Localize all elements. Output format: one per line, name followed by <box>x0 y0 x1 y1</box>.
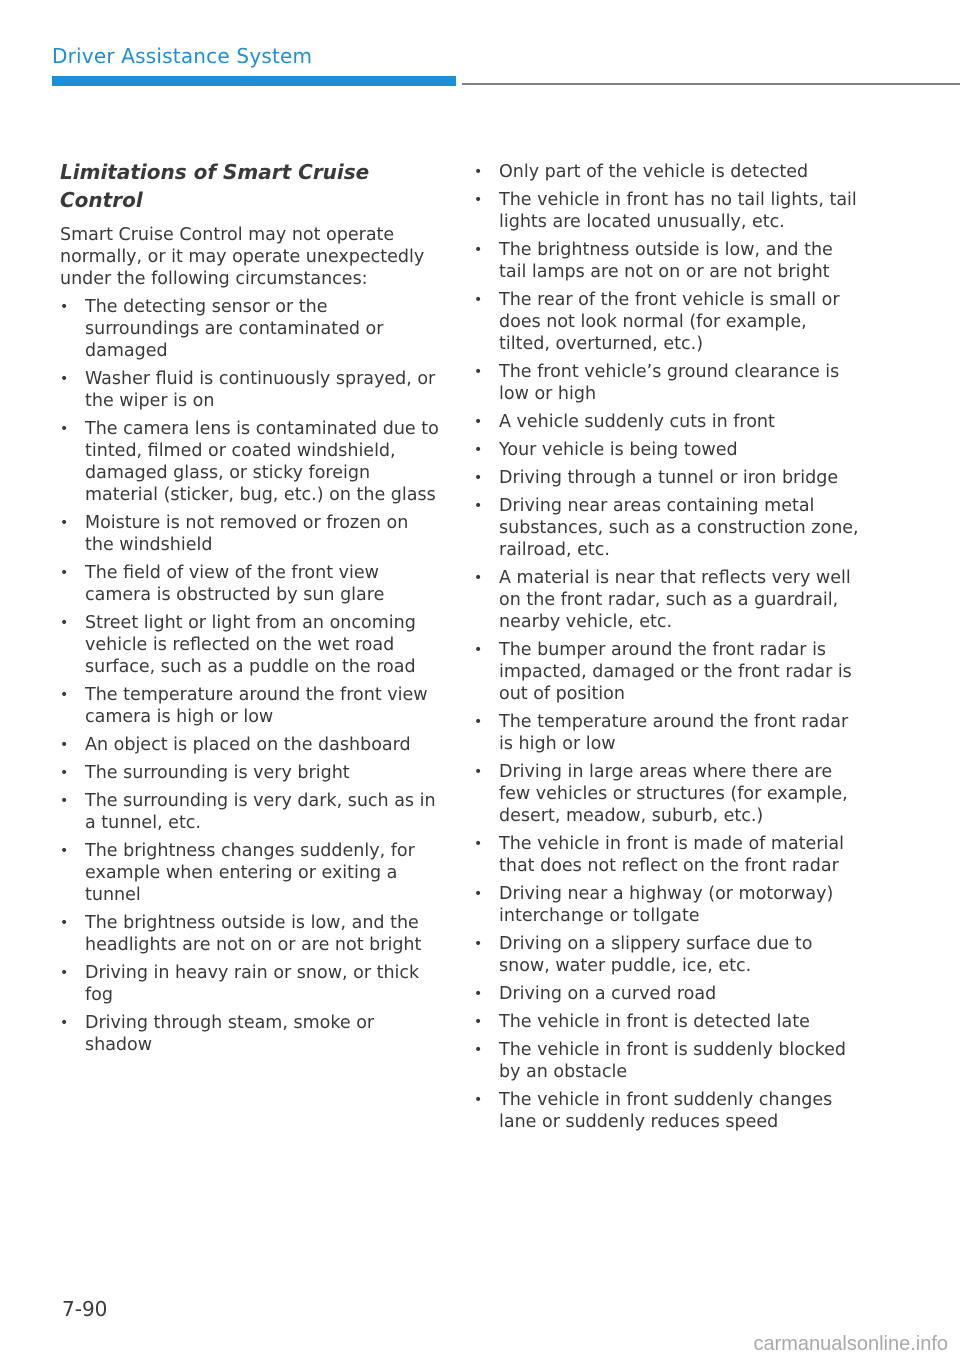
list-item: • The rear of the front vehicle is small or does not look normal (for example, tilted, overturned, etc.) <box>474 289 860 355</box>
list-item: • The vehicle in front has no tail lights, tail lights are located unusually, etc. <box>474 189 860 233</box>
limitations-list-left <box>60 296 440 1056</box>
list-item: • The temperature around the front radar is high or low <box>474 711 860 755</box>
list-item: • The surrounding is very dark, such as in a tunnel, etc. <box>60 790 440 834</box>
header-rule-accent <box>52 76 456 86</box>
list-item: • Driving through a tunnel or iron bridge <box>474 467 860 489</box>
list-item: • Moisture is not removed or frozen on the windshield <box>60 512 440 556</box>
list-item: • The detecting sensor or the surroundings are contaminated or damaged <box>60 296 440 362</box>
list-item: • Only part of the vehicle is detected <box>474 161 860 183</box>
list-item: • The brightness outside is low, and the headlights are not on or are not bright <box>60 912 440 956</box>
intro-paragraph: Smart Cruise Control may not operate normally, or it may operate unexpectedly under the following circumstances: <box>60 225 425 289</box>
list-item: • Driving near areas containing metal substances, such as a construction zone, railroad, etc. <box>474 495 860 561</box>
watermark: carmanualsonline.info <box>753 1333 948 1355</box>
list-item: • The brightness changes suddenly, for example when entering or exiting a tunnel <box>60 840 440 906</box>
header-rule <box>462 83 960 85</box>
list-item: • Driving on a curved road <box>474 983 860 1005</box>
list-item: • The vehicle in front suddenly changes lane or suddenly reduces speed <box>474 1089 860 1133</box>
list-item: • Driving in heavy rain or snow, or thick fog <box>60 962 440 1006</box>
list-item: • Street light or light from an oncoming vehicle is reflected on the wet road surface, such as a puddle on the road <box>60 612 440 678</box>
list-item: • The vehicle in front is suddenly blocked by an obstacle <box>474 1039 860 1083</box>
list-item: • Your vehicle is being towed <box>474 439 860 461</box>
list-item: • A material is near that reflects very well on the front radar, such as a guardrail, nearby vehicle, etc. <box>474 567 860 633</box>
list-item: • Driving in large areas where there are few vehicles or structures (for example, desert, meadow, suburb, etc.) <box>474 761 860 827</box>
list-item: • The field of view of the front view camera is obstructed by sun glare <box>60 562 440 606</box>
list-item: • Driving through steam, smoke or shadow <box>60 1012 440 1056</box>
list-item: • The temperature around the front view camera is high or low <box>60 684 440 728</box>
list-item: • A vehicle suddenly cuts in front <box>474 411 860 433</box>
limitations-list-right <box>474 161 860 1133</box>
list-item: • The surrounding is very bright <box>60 762 440 784</box>
list-item: • The vehicle in front is detected late <box>474 1011 860 1033</box>
left-column <box>60 158 440 1062</box>
list-item: • The brightness outside is low, and the tail lamps are not on or are not bright <box>474 239 860 283</box>
list-item: • Driving near a highway (or motorway) interchange or tollgate <box>474 883 860 927</box>
page-number: 7-90 <box>62 1297 108 1321</box>
list-item: • An object is placed on the dashboard <box>60 734 440 756</box>
list-item: • The vehicle in front is made of material that does not reflect on the front radar <box>474 833 860 877</box>
list-item: • Driving on a slippery surface due to snow, water puddle, ice, etc. <box>474 933 860 977</box>
section-heading: Limitations of Smart Cruise Control <box>60 160 370 212</box>
list-item: • The camera lens is contaminated due to tinted, filmed or coated windshield, damaged glass, or sticky foreign material (sticker, bug, etc.) on the glass <box>60 418 440 506</box>
list-item: • The front vehicle’s ground clearance is low or high <box>474 361 860 405</box>
list-item: • Washer fluid is continuously sprayed, or the wiper is on <box>60 368 440 412</box>
section-title: Driver Assistance System <box>52 44 313 68</box>
right-column <box>474 161 860 1139</box>
list-item: • The bumper around the front radar is impacted, damaged or the front radar is out of position <box>474 639 860 705</box>
